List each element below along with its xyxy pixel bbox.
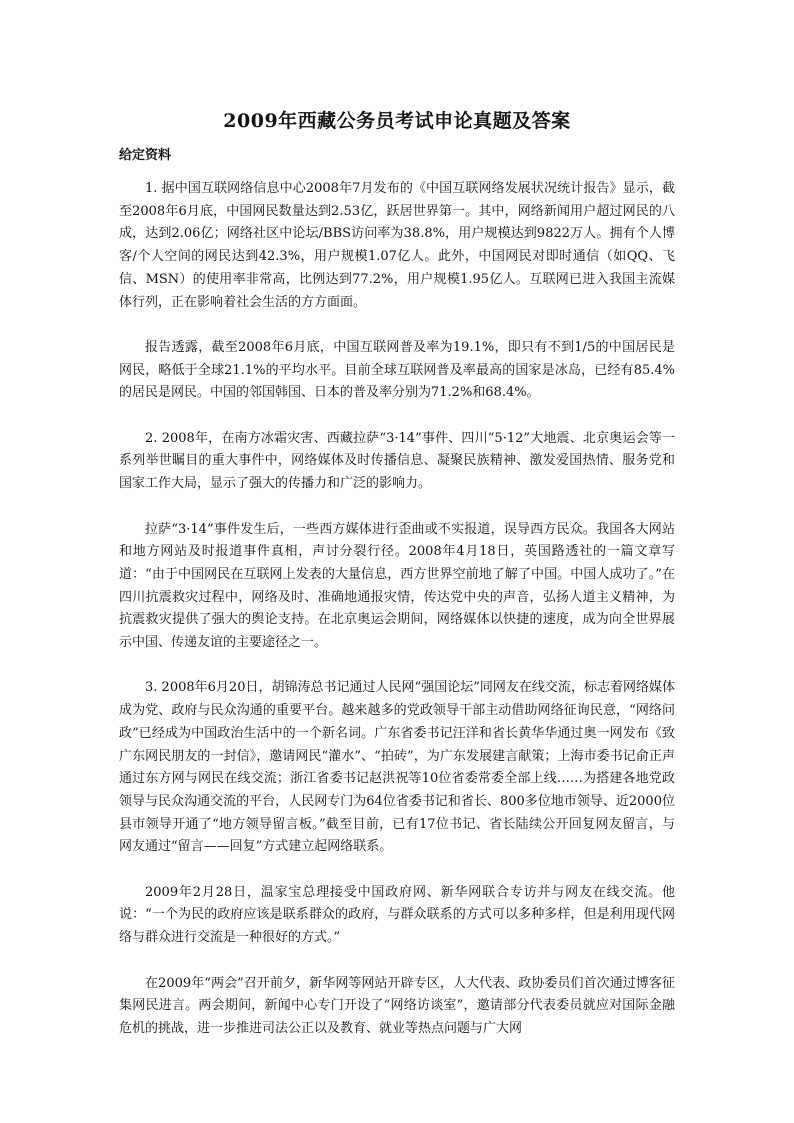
section-label: 给定资料 [119, 148, 172, 163]
paragraph: 报告透露，截至2008年6月底，中国互联网普及率为19.1%，即只有不到1/5的中国居民是网民，略低于全球21.1%的平均水平。目前全球互联网普及率最高的国家是冰岛，已经有85.4%的居民是网民。中国的邻国韩国、日本的普及率分别为71.2%和68.4%。 [119, 339, 675, 401]
paragraph: 1. 据中国互联网络信息中心2008年7月发布的《中国互联网络发展状况统计报告》显示，截至2008年6月底，中国网民数量达到2.53亿，跃居世界第一。其中，网络新闻用户超过网民的八成，达到2.06亿；网络社区中论坛/BBS访问率为38.8%，用户规模达到9822万人。拥有个人博客/个人空间的网民达到42.3%，用户规模1.07亿人。此外，中国网民对即时通信（如QQ、飞信、MSN）的使用率非常高，比例达到77.2%，用户规模1.95亿人。互联网已进入我国主流媒体行列，正在影响着社会生活的方方面面。 [119, 181, 675, 310]
paragraph: 在2009年“两会”召开前夕，新华网等网站开辟专区，人大代表、政协委员们首次通过博客征集网民进言。两会期间，新闻中心专门开设了“网络访谈室”，邀请部分代表委员就应对国际金融危机的挑战，进一步推进司法公正以及教育、就业等热点问题与广大网 [119, 975, 675, 1036]
paragraph: 2009年2月28日，温家宝总理接受中国政府网、新华网联合专访并与网友在线交流。他说：“一个为民的政府应该是联系群众的政府，与群众联系的方式可以多种多样，但是利用现代网络与群众进行交流是一种很好的方式。” [119, 884, 675, 946]
document-body [119, 178, 675, 1063]
paragraph: 2. 2008年，在南方冰霜灾害、西藏拉萨“3·14”事件、四川“5·12”大地震、北京奥运会等一系列举世瞩目的重大事件中，网络媒体及时传播信息、凝聚民族精神、激发爱国热情、服务党和国家工作大局，显示了强大的传播力和广泛的影响力。 [119, 430, 675, 492]
paragraph: 拉萨“3·14”事件发生后，一些西方媒体进行歪曲或不实报道，误导西方民众。我国各大网站和地方网站及时报道事件真相，声讨分裂行径。2008年4月18日，英国路透社的一篇文章写道：“由于中国网民在互联网上发表的大量信息，西方世界空前地了解了中国。中国人成功了。”在四川抗震救灾过程中，网络及时、准确地通报灾情，传达党中央的声音，弘扬人道主义精神，为抗震救灾提供了强大的舆论支持。在北京奥运会期间，网络媒体以快捷的速度，成为向全世界展示中国、传递友谊的主要途径之一。 [119, 521, 675, 651]
paragraph: 3. 2008年6月20日，胡锦涛总书记通过人民网“强国论坛”同网友在线交流，标志着网络媒体成为党、政府与民众沟通的重要平台。越来越多的党政领导干部主动借助网络征询民意，“网络问政”已经成为中国政治生活中的一个新名词。广东省委书记汪洋和省长黄华华通过奥一网发布《致广东网民朋友的一封信》，邀请网民“灌水”、“拍砖”，为广东发展建言献策；上海市委书记俞正声通过东方网与网民在线交流；浙江省委书记赵洪祝等10位省委常委全部上线……为搭建各地党政领导与民众沟通交流的平台，人民网专门为64位省委书记和省长、800多位地市领导、近2000位县市领导开通了“地方领导留言板。”截至目前，已有17位书记、省长陆续公开回复网友留言，与网友通过“留言——回复”方式建立起网络联系。 [119, 680, 675, 855]
page-title: 2009年西藏公务员考试申论真题及答案 [223, 110, 571, 132]
